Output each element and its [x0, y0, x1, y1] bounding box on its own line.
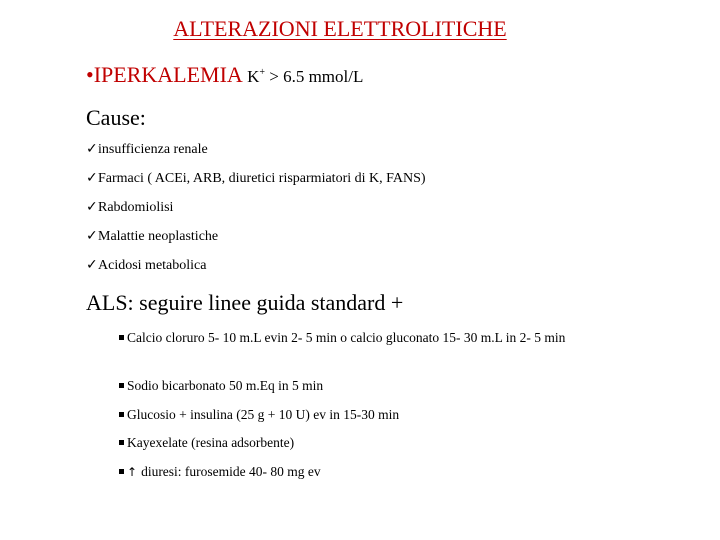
- als-item: [119, 377, 599, 395]
- checkmark-icon: ✓: [86, 228, 98, 244]
- cause-label: Rabdomiolisi: [98, 200, 174, 215]
- als-item: [119, 329, 599, 347]
- causes-title: Cause:: [86, 105, 146, 130]
- checkmark-icon: ✓: [86, 141, 98, 157]
- square-bullet-icon: [119, 469, 124, 474]
- potassium-threshold: [243, 67, 364, 86]
- cause-item: [86, 168, 426, 189]
- als-item-label: Calcio cloruro 5- 10 m.L evin 2- 5 min o calcio gluconato 15- 30 m.L in 2- 5 min: [127, 330, 566, 345]
- cause-label: Acidosi metabolica: [98, 258, 207, 273]
- als-item-label: diuresi: furosemide 40- 80 mg ev: [141, 464, 321, 479]
- als-item-label: Sodio bicarbonato 50 m.Eq in 5 min: [127, 378, 324, 393]
- cause-label: Farmaci ( ACEi, ARB, diuretici risparmiatori di K, FANS): [98, 171, 426, 186]
- cause-item: [86, 226, 218, 247]
- als-item-label: Kayexelate (resina adsorbente): [127, 435, 295, 450]
- als-title: ALS: seguire linee guida standard +: [86, 290, 404, 315]
- als-item: [119, 463, 599, 481]
- square-bullet-icon: [119, 383, 124, 388]
- potassium-symbol: K: [247, 67, 260, 86]
- heading-iperkalemia: [86, 60, 363, 93]
- checkmark-icon: ✓: [86, 257, 98, 273]
- square-bullet-icon: [119, 440, 124, 445]
- als-item: [119, 406, 599, 424]
- slide-title: ALTERAZIONI ELETTROLITICHE: [173, 16, 507, 41]
- cause-item: [86, 255, 206, 276]
- potassium-charge: +: [259, 67, 265, 78]
- square-bullet-icon: [119, 412, 124, 417]
- heading-main: •IPERKALEMIA: [86, 62, 243, 87]
- checkmark-icon: ✓: [86, 170, 98, 186]
- cause-item: [86, 197, 173, 218]
- als-item: [119, 434, 599, 452]
- potassium-value: > 6.5 mmol/L: [264, 67, 364, 86]
- square-bullet-icon: [119, 335, 124, 340]
- up-arrow-icon: ↑: [127, 465, 138, 479]
- cause-label: Malattie neoplastiche: [98, 229, 219, 244]
- cause-item: [86, 139, 208, 160]
- checkmark-icon: ✓: [86, 199, 98, 215]
- als-item-label: Glucosio + insulina (25 g + 10 U) ev in 15-30 min: [127, 407, 400, 422]
- cause-label: insufficienza renale: [98, 142, 208, 157]
